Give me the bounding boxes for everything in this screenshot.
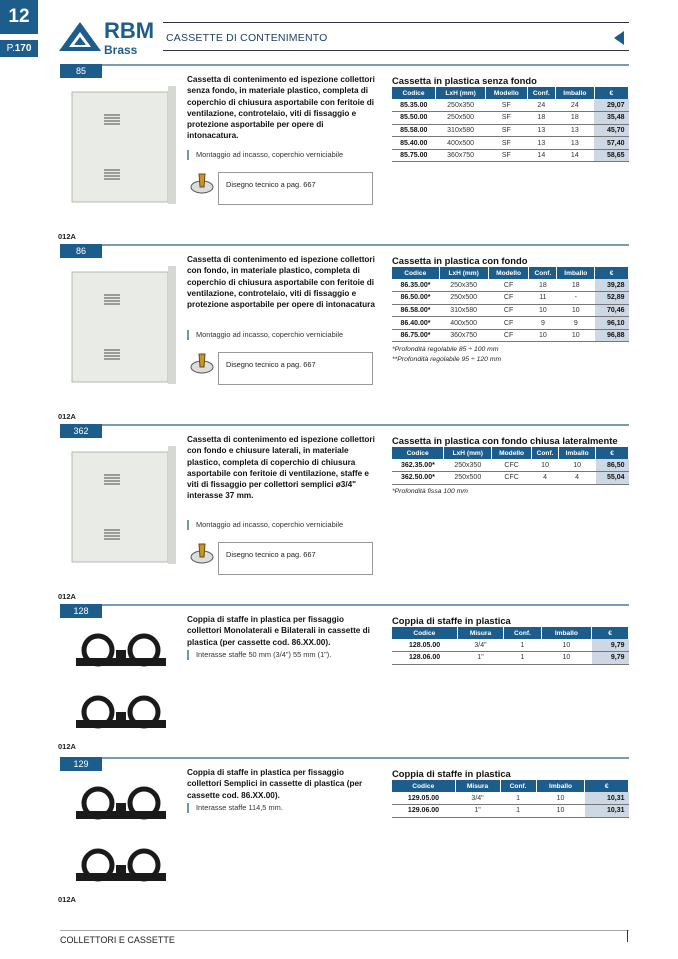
price: 96,88: [595, 329, 629, 342]
table-row: [392, 149, 629, 162]
table-cell: 9: [557, 317, 595, 330]
table-cell: 18: [557, 279, 595, 292]
column-header: Imballo: [556, 87, 594, 99]
table-row: [392, 459, 629, 472]
price: 10,31: [585, 805, 629, 818]
table-cell: 13: [556, 137, 594, 150]
product-description: Coppia di staffe in plastica per fissaggio collettori Semplici in cassette di plastica (per cassette cod. 86.XX.00).: [187, 768, 363, 800]
table-cell: 1: [500, 792, 536, 805]
column-header: Conf.: [500, 780, 536, 792]
table-cell: CF: [488, 292, 529, 305]
product-group-code: 012A: [58, 742, 76, 751]
product-note: Montaggio ad incasso, coperchio verniciabile: [187, 520, 387, 530]
section-divider: [60, 64, 629, 66]
column-header: Imballo: [559, 447, 596, 459]
table-cell: 18: [556, 112, 594, 125]
price-table: [392, 447, 629, 485]
header-line-top: [163, 22, 629, 23]
table-cell: 1: [504, 652, 541, 665]
cassette-image: [68, 260, 180, 390]
table-cell: 14: [556, 149, 594, 162]
price: 45,70: [594, 124, 628, 137]
table-title: Coppia di staffe in plastica: [392, 615, 511, 626]
price-table: [392, 87, 629, 162]
product-code: 362.35.00*: [392, 459, 444, 472]
table-cell: 11: [529, 292, 557, 305]
product-tag: 128: [60, 604, 102, 618]
table-cell: 250x500: [439, 292, 488, 305]
table-cell: 310x580: [439, 304, 488, 317]
table-cell: 10: [536, 805, 585, 818]
column-header: Codice: [392, 87, 436, 99]
table-row: [392, 792, 629, 805]
table-cell: 10: [529, 304, 557, 317]
column-header: Misura: [455, 780, 500, 792]
product-code: 85.58.00: [392, 124, 436, 137]
table-cell: 250x350: [439, 279, 488, 292]
table-cell: 18: [527, 112, 556, 125]
table-cell: 13: [527, 124, 556, 137]
table-row: [392, 805, 629, 818]
product-code: 86.75.00*: [392, 329, 439, 342]
technical-drawing-link[interactable]: Disegno tecnico a pag. 667: [218, 172, 373, 205]
table-cell: SF: [486, 124, 527, 137]
page-label: P.: [6, 43, 15, 54]
column-header: Imballo: [557, 267, 595, 279]
price: 39,28: [595, 279, 629, 292]
table-cell: 250x350: [436, 99, 486, 112]
footer-line: [60, 930, 629, 931]
page-number-value: 170: [14, 43, 32, 54]
product-description: Cassetta di contenimento ed ispezione collettori con fondo, in materiale plastico, completa di coperchio di chiusura asportabile con feritoie di ventilazione, controtelaio, viti di fissaggio e protezione asportabile per opere di intonacatura: [187, 255, 375, 310]
column-header: €: [592, 627, 629, 639]
table-cell: 14: [527, 149, 556, 162]
product-code: 86.35.00*: [392, 279, 439, 292]
table-row: [392, 137, 629, 150]
column-header: Conf.: [527, 87, 556, 99]
table-cell: SF: [486, 112, 527, 125]
table-cell: CF: [488, 329, 529, 342]
price: 52,89: [595, 292, 629, 305]
column-header: Conf.: [529, 267, 557, 279]
table-row: [392, 639, 629, 652]
back-arrow-icon[interactable]: [614, 31, 624, 45]
column-header: LxH (mm): [436, 87, 486, 99]
section-divider: [60, 604, 629, 606]
column-header: Conf.: [504, 627, 541, 639]
product-code: 85.40.00: [392, 137, 436, 150]
table-cell: 360x750: [439, 329, 488, 342]
price: 35,48: [594, 112, 628, 125]
product-code: 129.05.00: [392, 792, 455, 805]
product-code: 362.50.00*: [392, 472, 444, 485]
column-header: Modello: [488, 267, 529, 279]
column-header: Modello: [492, 447, 532, 459]
table-cell: CF: [488, 304, 529, 317]
product-code: 86.40.00*: [392, 317, 439, 330]
table-cell: 10: [557, 329, 595, 342]
cassette-image: [68, 80, 180, 210]
table-cell: 360x750: [436, 149, 486, 162]
price: 96,10: [595, 317, 629, 330]
table-cell: 18: [529, 279, 557, 292]
product-code: 129.06.00: [392, 805, 455, 818]
column-header: €: [596, 447, 629, 459]
product-code: 128.05.00: [392, 639, 457, 652]
table-row: [392, 304, 629, 317]
column-header: Imballo: [536, 780, 585, 792]
table-cell: CF: [488, 317, 529, 330]
cassette-image: [68, 440, 180, 570]
product-tag: 362: [60, 424, 102, 438]
product-note: Montaggio ad incasso, coperchio verniciabile: [187, 330, 387, 340]
price-table: [392, 267, 629, 342]
footer-title: COLLETTORI E CASSETTE: [60, 935, 175, 945]
brand-name: RBM: [104, 18, 155, 43]
table-cell: 10: [531, 459, 558, 472]
table-cell: 10: [529, 329, 557, 342]
product-group-code: 012A: [58, 895, 76, 904]
price: 55,04: [596, 472, 629, 485]
table-cell: CFC: [492, 459, 532, 472]
rbm-logo-icon: [58, 20, 102, 52]
table-row: [392, 329, 629, 342]
price: 9,79: [592, 652, 629, 665]
technical-drawing-icon: [190, 542, 214, 564]
table-row: [392, 472, 629, 485]
product-note: Montaggio ad incasso, coperchio verniciabile: [187, 150, 387, 160]
product-group-code: 012A: [58, 232, 76, 241]
price: 86,50: [596, 459, 629, 472]
price: 9,79: [592, 639, 629, 652]
column-header: LxH (mm): [439, 267, 488, 279]
product-note: Interasse staffe 114,5 mm.: [187, 803, 387, 813]
table-cell: 3/4": [457, 639, 504, 652]
product-tag: 86: [60, 244, 102, 258]
product-code: 128.06.00: [392, 652, 457, 665]
table-row: [392, 112, 629, 125]
column-header: LxH (mm): [444, 447, 492, 459]
column-header: €: [585, 780, 629, 792]
table-cell: 4: [531, 472, 558, 485]
table-header: [392, 447, 629, 459]
page-number: [0, 40, 38, 57]
table-cell: 400x500: [439, 317, 488, 330]
table-cell: 24: [527, 99, 556, 112]
table-cell: 13: [556, 124, 594, 137]
technical-drawing-icon: [190, 352, 214, 374]
column-header: Imballo: [541, 627, 591, 639]
table-header: [392, 267, 629, 279]
column-header: €: [595, 267, 629, 279]
column-header: Misura: [457, 627, 504, 639]
table-cell: 10: [559, 459, 596, 472]
section-divider: [60, 244, 629, 246]
table-cell: 10: [541, 652, 591, 665]
table-row: [392, 124, 629, 137]
table-cell: 13: [527, 137, 556, 150]
page-title: CASSETTE DI CONTENIMENTO: [166, 32, 328, 44]
column-header: €: [594, 87, 628, 99]
price: 29,07: [594, 99, 628, 112]
table-cell: 250x500: [436, 112, 486, 125]
table-cell: SF: [486, 99, 527, 112]
bracket-image: [68, 773, 180, 903]
table-cell: 10: [536, 792, 585, 805]
product-tag: 129: [60, 757, 102, 771]
column-header: Modello: [486, 87, 527, 99]
table-cell: 1": [455, 805, 500, 818]
product-code: 85.35.00: [392, 99, 436, 112]
table-cell: 10: [557, 304, 595, 317]
price: 58,65: [594, 149, 628, 162]
footer-marker: [627, 930, 628, 942]
product-group-code: 012A: [58, 592, 76, 601]
product-note: Interasse staffe 50 mm (3/4") 55 mm (1").: [187, 650, 387, 660]
section-divider: [60, 757, 629, 759]
product-description: Cassetta di contenimento ed ispezione collettori senza fondo, in materiale plastico, completa di coperchio di chiusura asportabile con feritoie di ventilazione, controtelaio, viti di fissaggio e protezione asportabile per opere di intonacatura.: [187, 75, 375, 141]
table-row: [392, 652, 629, 665]
column-header: Codice: [392, 627, 457, 639]
table-title: Coppia di staffe in plastica: [392, 768, 511, 779]
table-row: [392, 99, 629, 112]
price: 70,46: [595, 304, 629, 317]
column-header: Codice: [392, 447, 444, 459]
table-cell: 250x500: [444, 472, 492, 485]
product-code: 86.58.00*: [392, 304, 439, 317]
column-header: Codice: [392, 267, 439, 279]
price-table: [392, 627, 629, 665]
table-cell: 1": [457, 652, 504, 665]
table-cell: 1: [500, 805, 536, 818]
header-line-bottom: [163, 50, 629, 51]
table-footnote: **Profondità regolabile 95 ÷ 120 mm: [392, 356, 502, 363]
table-title: Cassetta in plastica con fondo: [392, 255, 528, 266]
product-group-code: 012A: [58, 412, 76, 421]
table-cell: SF: [486, 137, 527, 150]
table-cell: 1: [504, 639, 541, 652]
table-title: Cassetta in plastica con fondo chiusa lateralmente: [392, 435, 618, 446]
technical-drawing-link[interactable]: Disegno tecnico a pag. 667: [218, 542, 373, 575]
table-cell: 10: [541, 639, 591, 652]
product-tag: 85: [60, 64, 102, 78]
table-cell: SF: [486, 149, 527, 162]
product-code: 85.75.00: [392, 149, 436, 162]
price: 10,31: [585, 792, 629, 805]
table-cell: 24: [556, 99, 594, 112]
brand-sub: Brass: [104, 43, 138, 57]
product-description: Cassetta di contenimento ed ispezione collettori con fondo e chiusure laterali, in materiale plastico, completa di coperchio di chiusura asportabile con feritoie di ventilazione, staffe e viti di fissaggio per collettori semplici ø3/4" interasse 37 mm.: [187, 435, 375, 501]
price-table: [392, 780, 629, 818]
table-cell: 310x580: [436, 124, 486, 137]
table-title: Cassetta in plastica senza fondo: [392, 75, 537, 86]
table-footnote: *Profondità regolabile 85 ÷ 100 mm: [392, 346, 499, 353]
table-row: [392, 279, 629, 292]
product-code: 86.50.00*: [392, 292, 439, 305]
table-cell: 3/4": [455, 792, 500, 805]
table-cell: 250x350: [444, 459, 492, 472]
technical-drawing-link[interactable]: Disegno tecnico a pag. 667: [218, 352, 373, 385]
table-footnote: *Profondità fissa 100 mm: [392, 488, 468, 496]
bracket-image: [68, 620, 180, 750]
table-cell: 400x500: [436, 137, 486, 150]
column-header: Codice: [392, 780, 455, 792]
product-code: 85.50.00: [392, 112, 436, 125]
chapter-tab: 12: [0, 0, 38, 34]
table-header: [392, 780, 629, 792]
technical-drawing-icon: [190, 172, 214, 194]
table-row: [392, 317, 629, 330]
product-description: Coppia di staffe in plastica per fissaggio collettori Monolaterali e Bilaterali in cassette di plastica (per cassette cod. 86.XX.00).: [187, 615, 370, 647]
table-cell: CFC: [492, 472, 532, 485]
table-cell: CF: [488, 279, 529, 292]
section-divider: [60, 424, 629, 426]
column-header: Conf.: [531, 447, 558, 459]
table-cell: -: [557, 292, 595, 305]
table-cell: 4: [559, 472, 596, 485]
table-header: [392, 87, 629, 99]
table-row: [392, 292, 629, 305]
table-cell: 9: [529, 317, 557, 330]
price: 57,40: [594, 137, 628, 150]
table-header: [392, 627, 629, 639]
